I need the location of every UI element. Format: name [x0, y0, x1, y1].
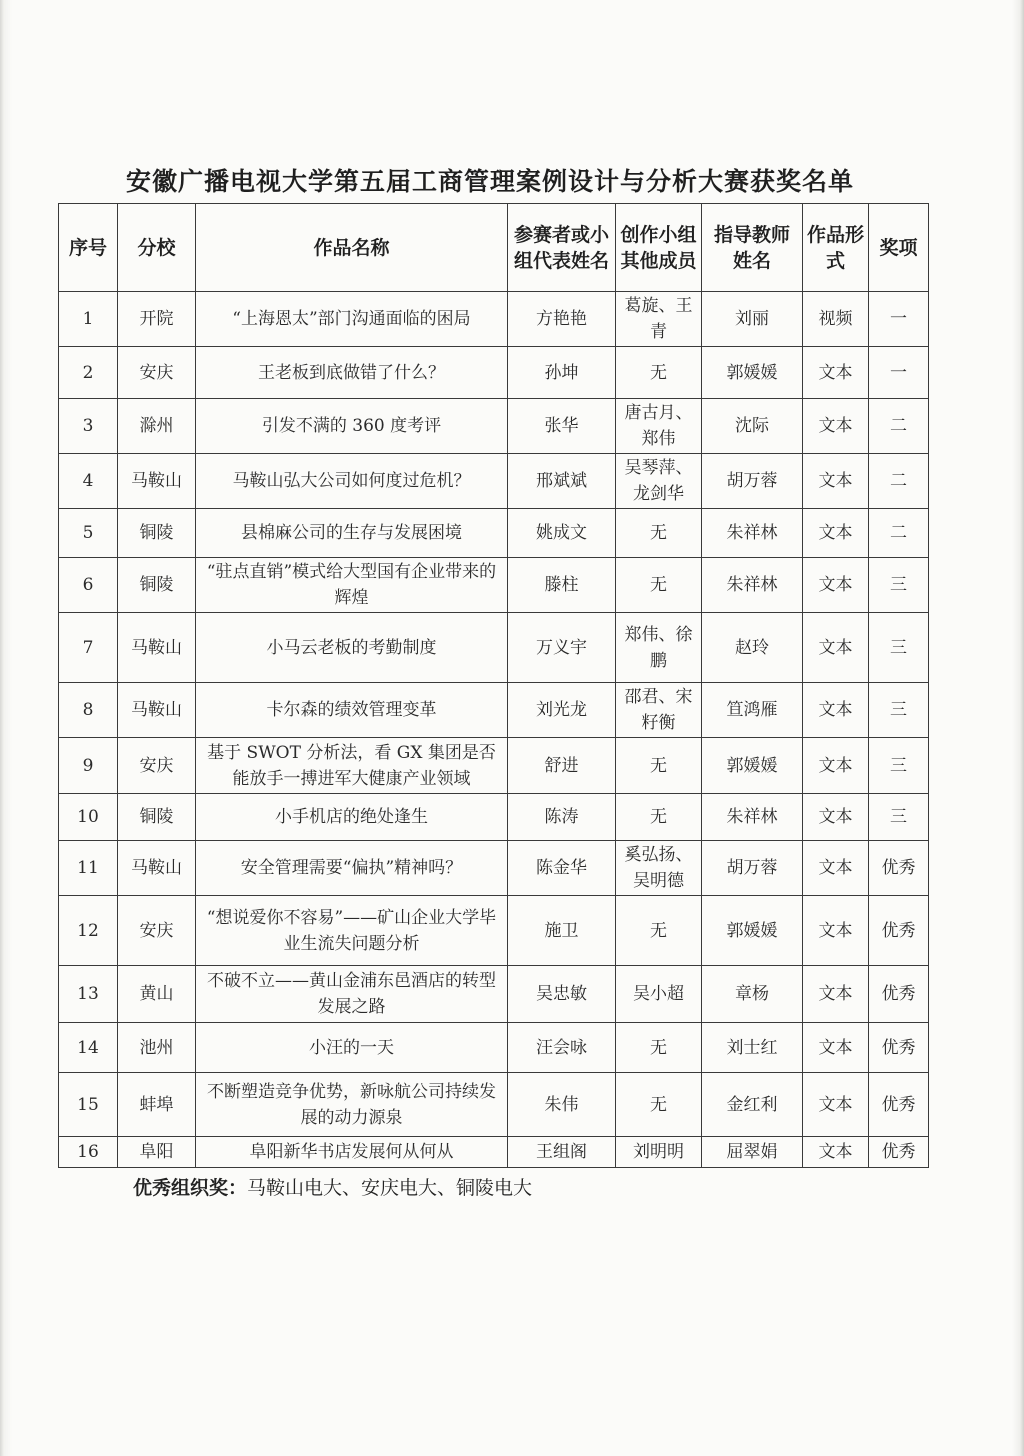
cell-advisor: 胡万蓉	[702, 841, 803, 896]
table-row	[59, 399, 929, 454]
cell-advisor: 赵玲	[702, 613, 803, 683]
cell-index: 14	[59, 1023, 118, 1073]
header-branch: 分校	[118, 204, 196, 292]
cell-participant: 王组阁	[508, 1137, 616, 1168]
cell-format: 文本	[803, 1137, 869, 1168]
table-row	[59, 794, 929, 841]
cell-format: 文本	[803, 509, 869, 558]
cell-participant: 姚成文	[508, 509, 616, 558]
cell-work-title: 阜阳新华书店发展何从何从	[196, 1137, 508, 1168]
cell-format: 文本	[803, 683, 869, 738]
cell-format: 文本	[803, 558, 869, 613]
cell-work-title: 基于 SWOT 分析法，看 GX 集团是否能放手一搏进军大健康产业领域	[196, 738, 508, 794]
cell-work-title: 王老板到底做错了什么？	[196, 347, 508, 399]
organization-award-value: 马鞍山电大、安庆电大、铜陵电大	[247, 1177, 533, 1199]
cell-index: 1	[59, 292, 118, 347]
organization-award	[133, 1173, 532, 1200]
cell-index: 2	[59, 347, 118, 399]
table-row	[59, 1137, 929, 1168]
cell-award: 二	[869, 454, 929, 509]
cell-index: 5	[59, 509, 118, 558]
cell-award: 优秀	[869, 896, 929, 966]
cell-format: 文本	[803, 1023, 869, 1073]
table-row	[59, 1073, 929, 1137]
cell-branch: 铜陵	[118, 794, 196, 841]
cell-members: 无	[616, 896, 702, 966]
cell-branch: 铜陵	[118, 558, 196, 613]
table-row	[59, 558, 929, 613]
cell-participant: 陈涛	[508, 794, 616, 841]
cell-participant: 刘光龙	[508, 683, 616, 738]
cell-participant: 汪会咏	[508, 1023, 616, 1073]
table-row	[59, 896, 929, 966]
cell-members: 刘明明	[616, 1137, 702, 1168]
cell-award: 二	[869, 509, 929, 558]
cell-format: 文本	[803, 794, 869, 841]
cell-participant: 邢斌斌	[508, 454, 616, 509]
cell-index: 3	[59, 399, 118, 454]
table-row	[59, 454, 929, 509]
cell-participant: 舒进	[508, 738, 616, 794]
cell-branch: 安庆	[118, 738, 196, 794]
cell-award: 优秀	[869, 1023, 929, 1073]
cell-format: 文本	[803, 1073, 869, 1137]
table-row	[59, 966, 929, 1023]
cell-work-title: 引发不满的 360 度考评	[196, 399, 508, 454]
cell-index: 7	[59, 613, 118, 683]
cell-award: 三	[869, 613, 929, 683]
organization-award-label: 优秀组织奖：	[133, 1177, 248, 1199]
cell-award: 三	[869, 738, 929, 794]
cell-advisor: 胡万蓉	[702, 454, 803, 509]
table-row	[59, 841, 929, 896]
cell-award: 一	[869, 347, 929, 399]
table-row	[59, 509, 929, 558]
cell-work-title: 安全管理需要“偏执”精神吗？	[196, 841, 508, 896]
cell-format: 视频	[803, 292, 869, 347]
cell-members: 葛旋、王青	[616, 292, 702, 347]
table-row	[59, 738, 929, 794]
cell-participant: 滕柱	[508, 558, 616, 613]
awards-table	[58, 203, 929, 1168]
cell-members: 无	[616, 738, 702, 794]
cell-format: 文本	[803, 896, 869, 966]
cell-advisor: 刘丽	[702, 292, 803, 347]
cell-branch: 铜陵	[118, 509, 196, 558]
cell-members: 郑伟、徐鹏	[616, 613, 702, 683]
cell-format: 文本	[803, 454, 869, 509]
cell-branch: 马鞍山	[118, 613, 196, 683]
header-members: 创作小组其他成员	[616, 204, 702, 292]
cell-work-title: 不断塑造竞争优势，新咏航公司持续发展的动力源泉	[196, 1073, 508, 1137]
cell-participant: 方艳艳	[508, 292, 616, 347]
cell-branch: 蚌埠	[118, 1073, 196, 1137]
cell-branch: 池州	[118, 1023, 196, 1073]
cell-index: 6	[59, 558, 118, 613]
cell-work-title: 县棉麻公司的生存与发展困境	[196, 509, 508, 558]
cell-index: 11	[59, 841, 118, 896]
cell-award: 三	[869, 558, 929, 613]
cell-participant: 陈金华	[508, 841, 616, 896]
cell-work-title: 马鞍山弘大公司如何度过危机？	[196, 454, 508, 509]
cell-index: 4	[59, 454, 118, 509]
cell-index: 12	[59, 896, 118, 966]
cell-award: 优秀	[869, 1073, 929, 1137]
cell-members: 无	[616, 347, 702, 399]
cell-format: 文本	[803, 738, 869, 794]
cell-index: 15	[59, 1073, 118, 1137]
cell-branch: 安庆	[118, 896, 196, 966]
cell-members: 邵君、宋籽衡	[616, 683, 702, 738]
cell-branch: 马鞍山	[118, 683, 196, 738]
cell-format: 文本	[803, 399, 869, 454]
cell-format: 文本	[803, 613, 869, 683]
cell-award: 三	[869, 794, 929, 841]
cell-format: 文本	[803, 347, 869, 399]
cell-participant: 万义宇	[508, 613, 616, 683]
cell-work-title: “上海恩太”部门沟通面临的困局	[196, 292, 508, 347]
cell-award: 优秀	[869, 1137, 929, 1168]
cell-branch: 安庆	[118, 347, 196, 399]
header-index: 序号	[59, 204, 118, 292]
cell-members: 无	[616, 558, 702, 613]
cell-members: 无	[616, 509, 702, 558]
document-title: 安徽广播电视大学第五届工商管理案例设计与分析大赛获奖名单	[125, 167, 854, 196]
cell-advisor: 章杨	[702, 966, 803, 1023]
cell-members: 奚弘扬、吴明德	[616, 841, 702, 896]
table-row	[59, 347, 929, 399]
header-participant: 参赛者或小组代表姓名	[508, 204, 616, 292]
cell-members: 唐古月、郑伟	[616, 399, 702, 454]
table-row	[59, 613, 929, 683]
cell-branch: 开院	[118, 292, 196, 347]
cell-format: 文本	[803, 966, 869, 1023]
cell-advisor: 笪鸿雁	[702, 683, 803, 738]
cell-branch: 滁州	[118, 399, 196, 454]
cell-participant: 吴忠敏	[508, 966, 616, 1023]
cell-award: 一	[869, 292, 929, 347]
cell-work-title: 小手机店的绝处逢生	[196, 794, 508, 841]
cell-work-title: 小汪的一天	[196, 1023, 508, 1073]
table-row	[59, 292, 929, 347]
cell-participant: 孙坤	[508, 347, 616, 399]
cell-advisor: 屈翠娟	[702, 1137, 803, 1168]
cell-participant: 朱伟	[508, 1073, 616, 1137]
cell-branch: 黄山	[118, 966, 196, 1023]
cell-advisor: 郭媛媛	[702, 738, 803, 794]
cell-branch: 阜阳	[118, 1137, 196, 1168]
cell-advisor: 朱祥林	[702, 794, 803, 841]
cell-advisor: 刘士红	[702, 1023, 803, 1073]
cell-work-title: 小马云老板的考勤制度	[196, 613, 508, 683]
cell-participant: 张华	[508, 399, 616, 454]
cell-format: 文本	[803, 841, 869, 896]
cell-advisor: 朱祥林	[702, 509, 803, 558]
cell-award: 优秀	[869, 966, 929, 1023]
cell-work-title: “驻点直销”模式给大型国有企业带来的辉煌	[196, 558, 508, 613]
cell-branch: 马鞍山	[118, 454, 196, 509]
cell-participant: 施卫	[508, 896, 616, 966]
cell-work-title: “想说爱你不容易”——矿山企业大学毕业生流失问题分析	[196, 896, 508, 966]
cell-work-title: 卡尔森的绩效管理变革	[196, 683, 508, 738]
cell-members: 吴小超	[616, 966, 702, 1023]
header-work-title: 作品名称	[196, 204, 508, 292]
cell-advisor: 朱祥林	[702, 558, 803, 613]
cell-award: 优秀	[869, 841, 929, 896]
cell-advisor: 沈际	[702, 399, 803, 454]
header-format: 作品形式	[803, 204, 869, 292]
cell-index: 8	[59, 683, 118, 738]
cell-index: 10	[59, 794, 118, 841]
cell-members: 无	[616, 1073, 702, 1137]
cell-work-title: 不破不立——黄山金浦东邑酒店的转型发展之路	[196, 966, 508, 1023]
cell-members: 无	[616, 1023, 702, 1073]
header-award: 奖项	[869, 204, 929, 292]
table-row	[59, 683, 929, 738]
cell-award: 三	[869, 683, 929, 738]
cell-index: 9	[59, 738, 118, 794]
header-advisor: 指导教师姓名	[702, 204, 803, 292]
table-row	[59, 1023, 929, 1073]
cell-advisor: 郭媛媛	[702, 347, 803, 399]
cell-index: 16	[59, 1137, 118, 1168]
cell-award: 二	[869, 399, 929, 454]
cell-advisor: 郭媛媛	[702, 896, 803, 966]
cell-branch: 马鞍山	[118, 841, 196, 896]
cell-members: 吴琴萍、龙剑华	[616, 454, 702, 509]
header-row	[59, 204, 929, 292]
cell-advisor: 金红利	[702, 1073, 803, 1137]
cell-members: 无	[616, 794, 702, 841]
cell-index: 13	[59, 966, 118, 1023]
